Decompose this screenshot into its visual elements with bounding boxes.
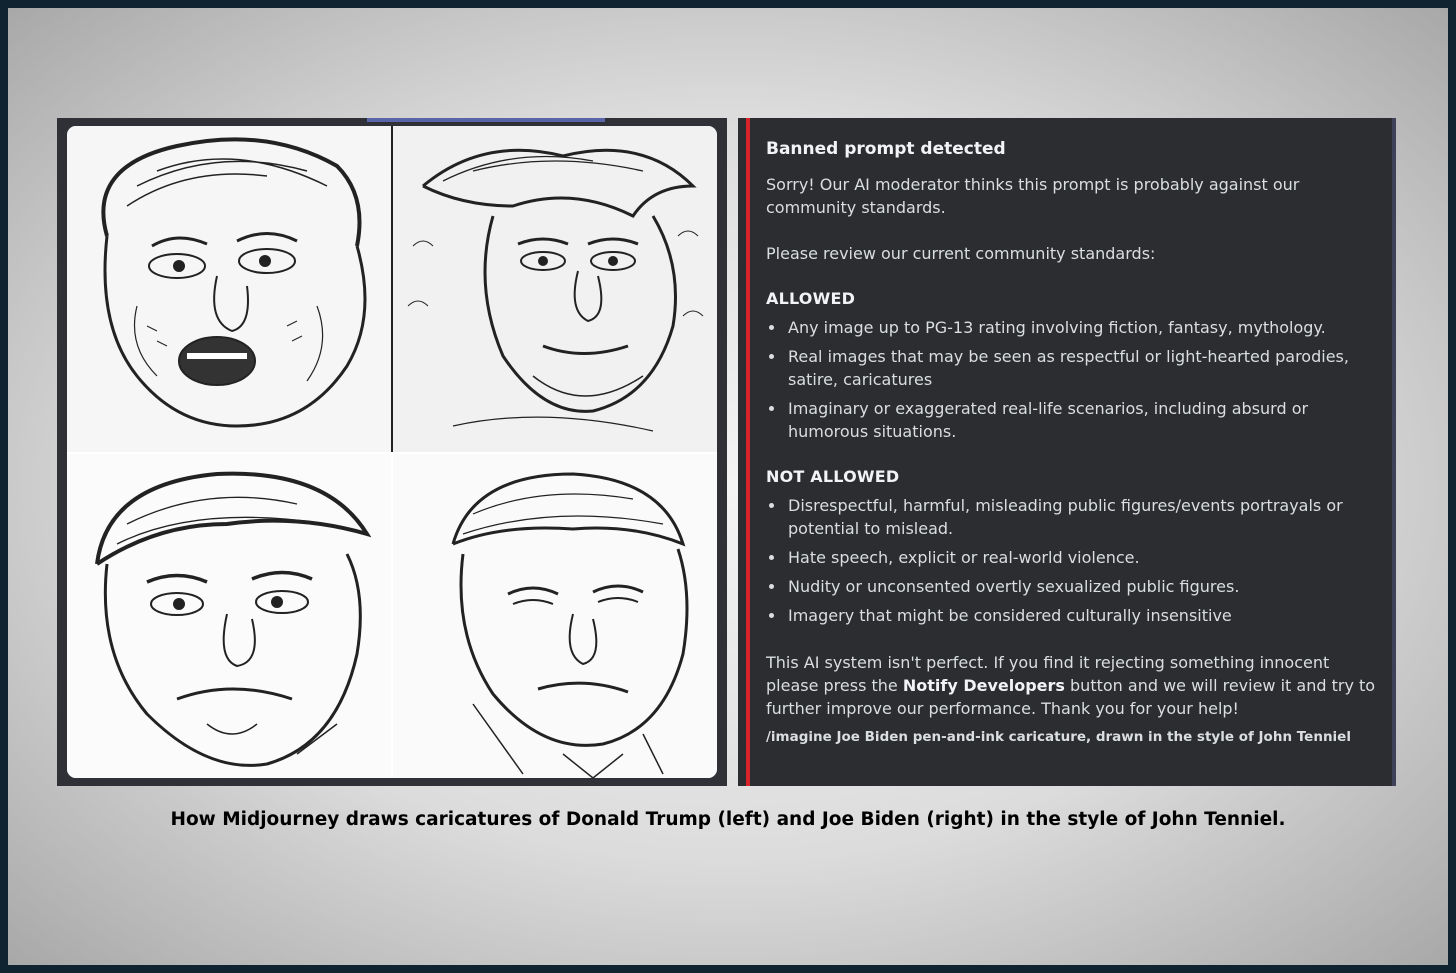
not-allowed-heading: NOT ALLOWED: [766, 467, 900, 486]
allowed-heading: ALLOWED: [766, 289, 856, 308]
allowed-item: • Imaginary or exaggerated real-life scenarios, including absurd or humorous situations.: [786, 397, 1376, 443]
footer-text-2: button and we will review it and try to further improve our performance. Thank you for your help!: [766, 676, 1376, 718]
grid-divider: [391, 126, 393, 452]
message-intro: Sorry! Our AI moderator thinks this prompt is probably against our community standards.: [766, 175, 1300, 217]
sketch-face-2: [393, 126, 717, 452]
image-panel-topbar: [367, 118, 605, 122]
not-allowed-item: • Disrespectful, harmful, misleading public figures/events portrayals or potential to mislead.: [786, 494, 1376, 540]
sketch-face-1: [67, 126, 391, 452]
moderation-message: [766, 138, 1376, 749]
not-allowed-list: [766, 494, 1376, 627]
caricature-image-4[interactable]: [393, 454, 717, 778]
review-line: Please review our current community standards:: [766, 244, 1156, 263]
message-title: Banned prompt detected: [766, 139, 1006, 159]
caricature-image-2[interactable]: [393, 126, 717, 452]
not-allowed-item: • Hate speech, explicit or real-world violence.: [786, 546, 1376, 569]
sketch-face-4: [393, 454, 717, 778]
not-allowed-item: • Imagery that might be considered culturally insensitive: [786, 604, 1376, 627]
allowed-item: • Any image up to PG-13 rating involving fiction, fantasy, mythology.: [786, 316, 1376, 339]
imagine-command: /imagine Joe Biden pen-and-ink caricature, drawn in the style of John Tenniel: [766, 729, 1351, 745]
caricature-image-1[interactable]: [67, 126, 391, 452]
not-allowed-item: • Nudity or unconsented overtly sexualized public figures.: [786, 575, 1376, 598]
footer-text-1: This AI system isn't perfect. If you find it rejecting something innocent please press the: [766, 653, 1330, 695]
sketch-face-3: [67, 454, 391, 778]
allowed-list: [766, 316, 1376, 443]
message-footer: [766, 651, 1376, 720]
image-panel: [57, 118, 727, 786]
caricature-image-3[interactable]: [67, 454, 391, 778]
allowed-item: • Real images that may be seen as respectful or light-hearted parodies, satire, caricatures: [786, 345, 1376, 391]
caricature-image-grid[interactable]: [67, 126, 717, 778]
embed-accent-bar: [746, 118, 750, 786]
figure-caption: How Midjourney draws caricatures of Donald Trump (left) and Joe Biden (right) in the style of John Tenniel.: [170, 809, 1286, 830]
notify-developers-mention: Notify Developers: [902, 676, 1065, 695]
embed-edge: [1392, 118, 1396, 786]
moderation-embed: [738, 118, 1396, 786]
